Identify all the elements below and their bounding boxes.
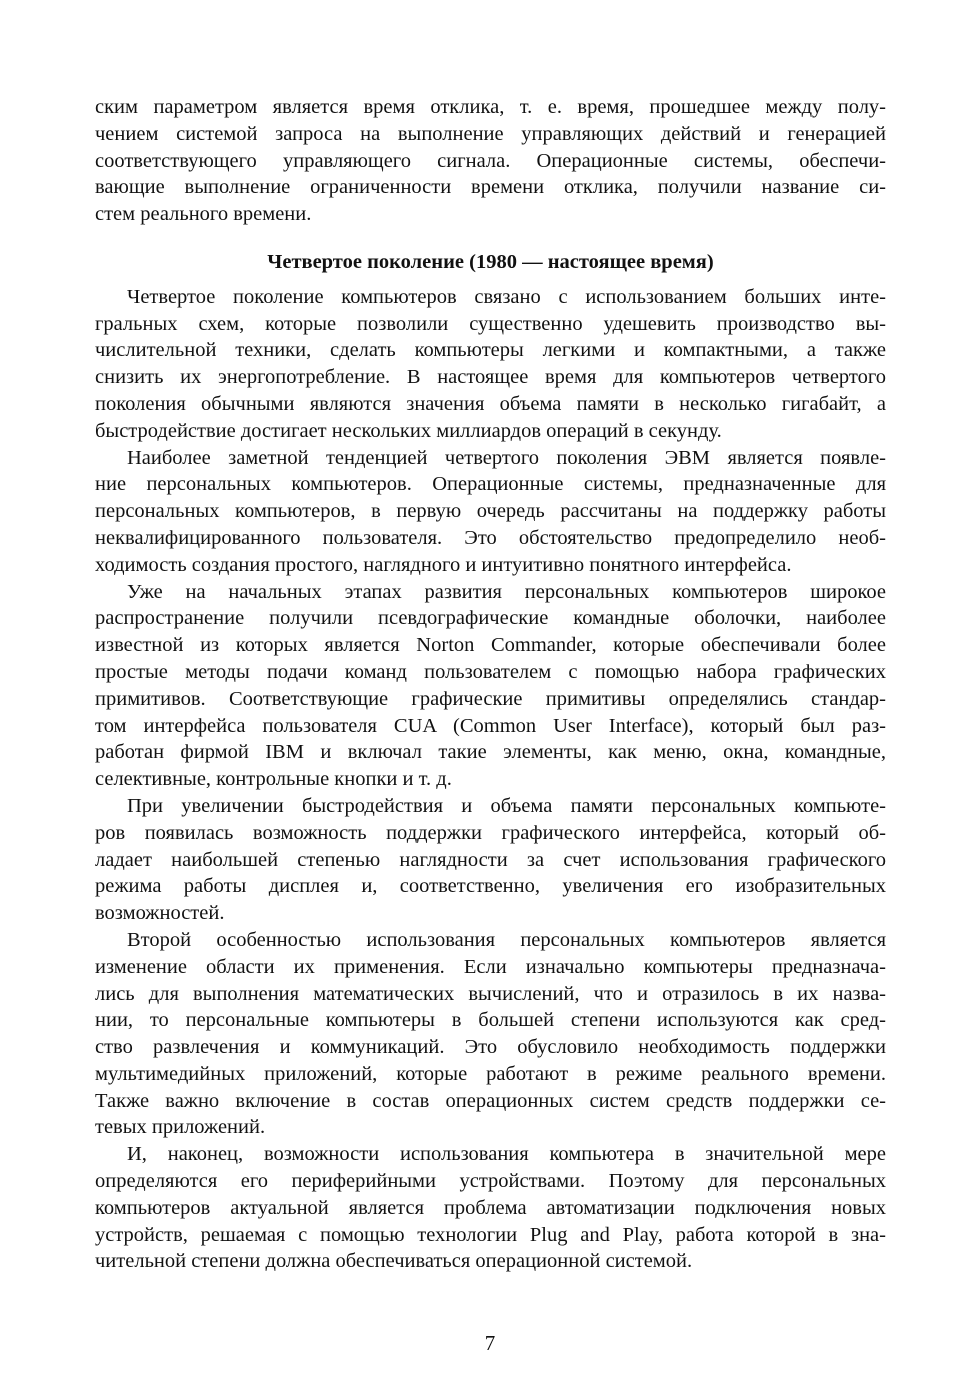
- text-line: неквалифицированного пользователя. Это обстоятельство предопределило необ-: [95, 526, 886, 549]
- text-line: ство развлечения и коммуникаций. Это обусловило необходимость поддержки: [95, 1036, 886, 1059]
- text-line: поколения обычными являются значения объема памяти в несколько гигабайт, а: [95, 392, 886, 415]
- paragraph: [95, 94, 886, 228]
- text-line: тевых приложений.: [95, 1116, 266, 1139]
- text-line: лись для выполнения математических вычислений, что и отразилось в их назва-: [95, 982, 886, 1005]
- text-line: При увеличении быстродействия и объема памяти персональных компьюте-: [127, 794, 886, 817]
- text-line: определяются его периферийными устройствами. Поэтому для персональных: [95, 1170, 886, 1193]
- text-line: персональных компьютеров, в первую очередь рассчитаны на поддержку работы: [95, 500, 886, 523]
- text-line: чением системой запроса на выполнение управляющих действий и генерацией: [95, 122, 886, 145]
- text-line: возможностей.: [95, 902, 225, 925]
- text-line: нии, то персональные компьютеры в большей степени используются как сред-: [95, 1009, 886, 1032]
- page-body: [95, 94, 886, 1275]
- paragraph: [95, 793, 886, 927]
- text-line: Второй особенностью использования персональных компьютеров является: [127, 928, 886, 951]
- text-line: гральных схем, которые позволили существенно удешевить производство вы-: [95, 312, 886, 335]
- text-line: Четвертое поколение компьютеров связано с использованием больших инте-: [127, 285, 886, 308]
- text-line: примитивов. Соответствующие графические примитивы определялись стандар-: [95, 687, 886, 710]
- text-line: Уже на начальных этапах развития персональных компьютеров широкое: [127, 580, 886, 603]
- paragraph: [95, 1141, 886, 1275]
- text-line: числительной техники, сделать компьютеры легкими и компактными, а также: [95, 339, 886, 362]
- text-line: Наиболее заметной тенденцией четвертого поколения ЭВМ является появле-: [127, 446, 886, 469]
- text-line: простые методы подачи команд пользователем с помощью набора графических: [95, 660, 886, 683]
- text-line: устройств, решаемая с помощью технологии Plug and Play, работа которой в зна-: [95, 1223, 886, 1246]
- text-line: распространение получили псевдографические командные оболочки, наиболее: [95, 607, 886, 630]
- paragraph: [95, 579, 886, 793]
- paragraphs-before-heading: [95, 94, 886, 228]
- text-line: изменение области их применения. Если изначально компьютеры предназнача-: [95, 955, 886, 978]
- text-line: мультимедийных приложений, которые работают в режиме реального времени.: [95, 1062, 886, 1085]
- text-line: ров появилась возможность поддержки графического интерфейса, который об-: [95, 821, 886, 844]
- text-line: известной из которых является Norton Commander, которые обеспечивали более: [95, 634, 886, 657]
- paragraph: [95, 284, 886, 445]
- section-heading: Четвертое поколение (1980 — настоящее время): [267, 250, 714, 273]
- text-line: вающие выполнение ограниченности времени отклика, получили название си-: [95, 176, 886, 199]
- paragraph: [95, 445, 886, 579]
- paragraph: [95, 927, 886, 1141]
- section-paragraphs: [95, 284, 886, 1275]
- text-line: том интерфейса пользователя CUA (Common User Interface), который был раз-: [95, 714, 886, 737]
- text-line: ладает наибольшей степенью наглядности за счет использования графического: [95, 848, 886, 871]
- text-line: компьютеров актуальной является проблема автоматизации подключения новых: [95, 1196, 886, 1219]
- page-number: 7: [484, 1331, 496, 1355]
- text-line: соответствующего управляющего сигнала. Операционные системы, обеспечи-: [95, 149, 886, 172]
- text-line: режима работы дисплея и, соответственно, увеличения его изобразительных: [95, 875, 886, 898]
- text-line: стем реального времени.: [95, 203, 312, 226]
- text-line: снизить их энергопотребление. В настоящее время для компьютеров четвертого: [95, 366, 886, 389]
- text-line: селективные, контрольные кнопки и т. д.: [95, 768, 452, 791]
- text-line: Также важно включение в состав операционных систем средств поддержки се-: [95, 1089, 886, 1112]
- text-line: ходимость создания простого, наглядного и интуитивно понятного интерфейса.: [95, 553, 792, 576]
- text-line: ние персональных компьютеров. Операционные системы, предназначенные для: [95, 473, 886, 496]
- text-line: чительной степени должна обеспечиваться операционной системой.: [95, 1250, 693, 1273]
- text-line: работан фирмой IBM и включал такие элементы, как меню, окна, командные,: [95, 741, 886, 764]
- text-line: быстродействие достигает нескольких миллиардов операций в секунду.: [95, 419, 722, 442]
- text-line: ским параметром является время отклика, т. е. время, прошедшее между полу-: [95, 96, 886, 118]
- text-line: И, наконец, возможности использования компьютера в значительной мере: [127, 1143, 886, 1166]
